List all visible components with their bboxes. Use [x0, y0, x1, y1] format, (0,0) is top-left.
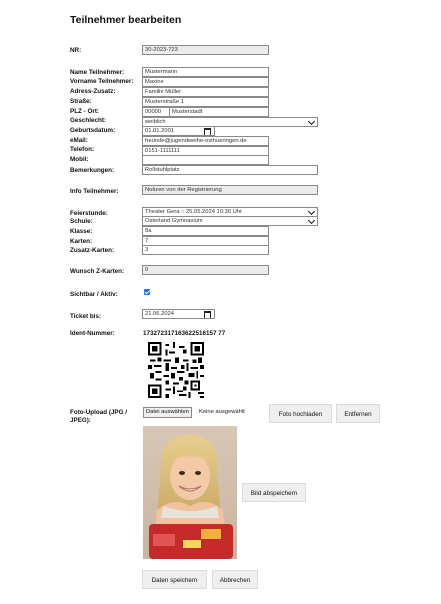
wunsch-label: Wunsch Z-Karten: — [70, 268, 125, 275]
chevron-down-icon — [308, 118, 315, 125]
name-input[interactable]: Mustermann — [142, 67, 269, 77]
geburtsdatum-input[interactable] — [142, 126, 215, 136]
ident-value: 173272317163622516157 77 — [143, 330, 226, 337]
bemerkungen-input[interactable]: Rollstuhlplatz — [142, 165, 318, 175]
chevron-down-icon — [308, 217, 315, 224]
ticket-input[interactable] — [142, 309, 215, 319]
plz-label: PLZ - Ort: — [70, 108, 100, 115]
klasse-label: Klasse: — [70, 228, 93, 235]
sichtbar-checkbox[interactable] — [144, 289, 150, 295]
file-choose-button[interactable]: Datei auswählen — [143, 407, 192, 418]
photo-upload-button[interactable]: Foto hochladen — [269, 404, 332, 423]
feierstunde-label: Feierstunde: — [70, 210, 108, 217]
wunsch-field: 0 — [142, 265, 269, 275]
mobil-label: Mobil: — [70, 156, 89, 163]
remove-button[interactable]: Entfernen — [336, 404, 380, 423]
calendar-icon[interactable] — [204, 128, 211, 136]
chevron-down-icon — [308, 208, 315, 215]
file-status-text: Keine ausgewählt — [199, 409, 245, 415]
strasse-label: Straße: — [70, 98, 92, 105]
foto-label: Foto-Upload (JPG / JPEG): — [70, 409, 128, 424]
geburtsdatum-value: 01.01.2001 — [145, 128, 175, 134]
nr-field: 30-2023-723 — [142, 45, 269, 55]
ort-input[interactable]: Musterstadt — [169, 107, 269, 117]
schule-value: Osterland Gymnasium — [145, 218, 203, 224]
qr-code — [148, 342, 204, 398]
geschlecht-value: weiblich — [145, 119, 166, 125]
adresse-label: Adress-Zusatz: — [70, 88, 116, 95]
email-label: eMail: — [70, 137, 88, 144]
page-title: Teilnehmer bearbeiten — [70, 14, 182, 26]
schule-label: Schule: — [70, 218, 93, 225]
zusatz-label: Zusatz-Karten: — [70, 247, 115, 254]
feierstunde-value: Theater Gera :: 25.05.2024 10:30 Uhr — [145, 209, 242, 215]
name-label: Name Teilnehmer: — [70, 69, 125, 76]
info-field: Notizen von der Registrierung — [142, 185, 318, 195]
vorname-input[interactable]: Maxine — [142, 77, 269, 87]
calendar-icon[interactable] — [204, 311, 211, 319]
info-label: Info Teilnehmer: — [70, 188, 119, 195]
geschlecht-label: Geschlecht: — [70, 117, 107, 124]
zusatz-input[interactable]: 3 — [142, 245, 269, 255]
vorname-label: Vorname Teilnehmer: — [70, 78, 134, 85]
klasse-input[interactable]: 8a — [142, 226, 269, 236]
participant-photo — [143, 426, 237, 559]
email-input[interactable]: freunde@jugendweihe-osthueringen.de — [142, 136, 269, 146]
karten-input[interactable]: 7 — [142, 236, 269, 246]
plz-input[interactable]: 00000 — [142, 107, 170, 117]
telefon-input[interactable]: 0151-1111111 — [142, 146, 269, 156]
adresse-input[interactable]: Familie Müller — [142, 87, 269, 97]
karten-label: Karten: — [70, 238, 93, 245]
nr-label: NR: — [70, 47, 82, 54]
strasse-input[interactable]: Musterstraße 1 — [142, 97, 269, 107]
geburtsdatum-label: Geburtsdatum: — [70, 127, 116, 134]
ticket-value: 21.06.2024 — [145, 311, 175, 317]
save-button[interactable]: Daten speichern — [142, 570, 207, 589]
ticket-label: Ticket bis: — [70, 313, 102, 320]
telefon-label: Telefon: — [70, 146, 95, 153]
mobil-input[interactable] — [142, 155, 269, 165]
cancel-button[interactable]: Abbrechen — [212, 570, 258, 589]
ident-label: Ident-Nummer: — [70, 330, 115, 337]
save-image-button[interactable]: Bild abspeichern — [242, 483, 306, 502]
sichtbar-label: Sichtbar / Aktiv: — [70, 291, 118, 298]
bemerkungen-label: Bemerkungen: — [70, 167, 115, 174]
schule-select[interactable] — [142, 216, 318, 226]
